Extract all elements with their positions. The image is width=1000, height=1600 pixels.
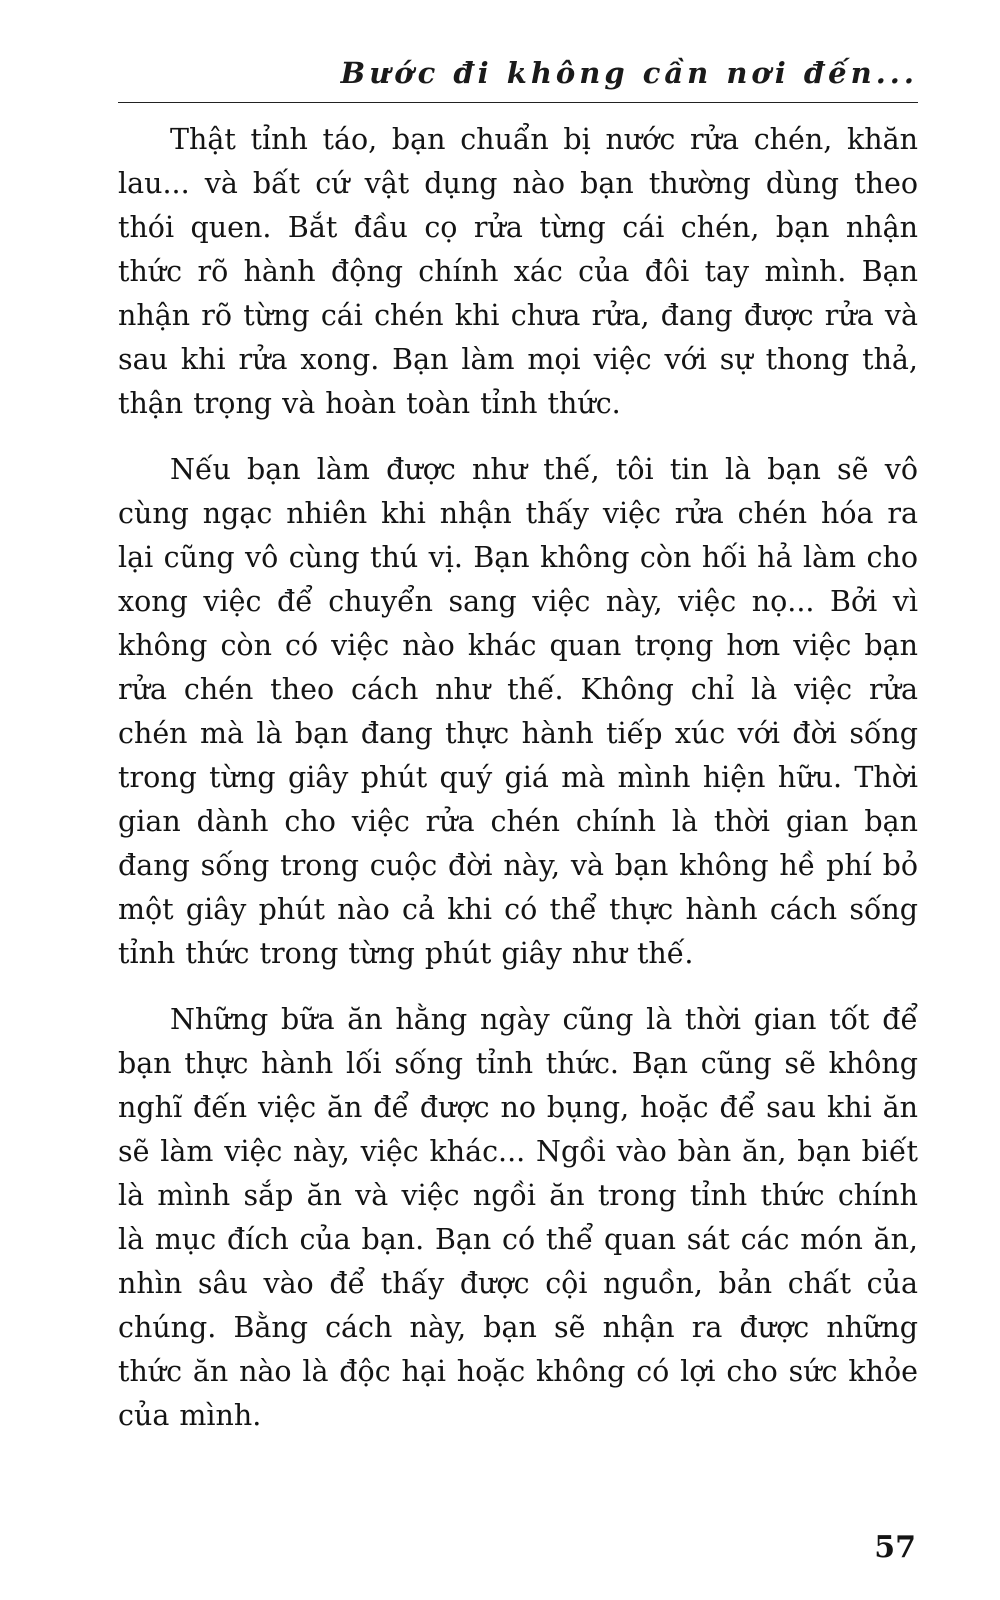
body-text [118, 118, 918, 1460]
running-header [118, 52, 918, 103]
page-number: 57 [874, 1530, 916, 1565]
paragraph-3: Những bữa ăn hằng ngày cũng là thời gian tốt để bạn thực hành lối sống tỉnh thức. Bạn cũng sẽ không nghĩ đến việc ăn để được no bụng, hoặc để sau khi ăn sẽ làm việc này, việc khác... Ngồi vào bàn ăn, bạn biết là mình sắp ăn và việc ngồi ăn trong tỉnh thức chính là mục đích của bạn. Bạn có thể quan sát các món ăn, nhìn sâu vào để thấy được cội nguồn, bản chất của chúng. Bằng cách này, bạn sẽ nhận ra được những thức ăn nào là độc hại hoặc không có lợi cho sức khỏe của mình. [118, 1003, 918, 1432]
paragraph-1: Thật tỉnh táo, bạn chuẩn bị nước rửa chén, khăn lau... và bất cứ vật dụng nào bạn thường dùng theo thói quen. Bắt đầu cọ rửa từng cái chén, bạn nhận thức rõ hành động chính xác của đôi tay mình. Bạn nhận rõ từng cái chén khi chưa rửa, đang được rửa và sau khi rửa xong. Bạn làm mọi việc với sự thong thả, thận trọng và hoàn toàn tỉnh thức. [118, 123, 918, 420]
running-header-title: Bước đi không cần nơi đến... [340, 56, 918, 90]
paragraph-2: Nếu bạn làm được như thế, tôi tin là bạn sẽ vô cùng ngạc nhiên khi nhận thấy việc rửa chén hóa ra lại cũng vô cùng thú vị. Bạn không còn hối hả làm cho xong việc để chuyển sang việc này, việc nọ... Bởi vì không còn có việc nào khác quan trọng hơn việc bạn rửa chén theo cách như thế. Không chỉ là việc rửa chén mà là bạn đang thực hành tiếp xúc với đời sống trong từng giây phút quý giá mà mình hiện hữu. Thời gian dành cho việc rửa chén chính là thời gian bạn đang sống trong cuộc đời này, và bạn không hề phí bỏ một giây phút nào cả khi có thể thực hành cách sống tỉnh thức trong từng phút giây như thế. [118, 453, 918, 970]
